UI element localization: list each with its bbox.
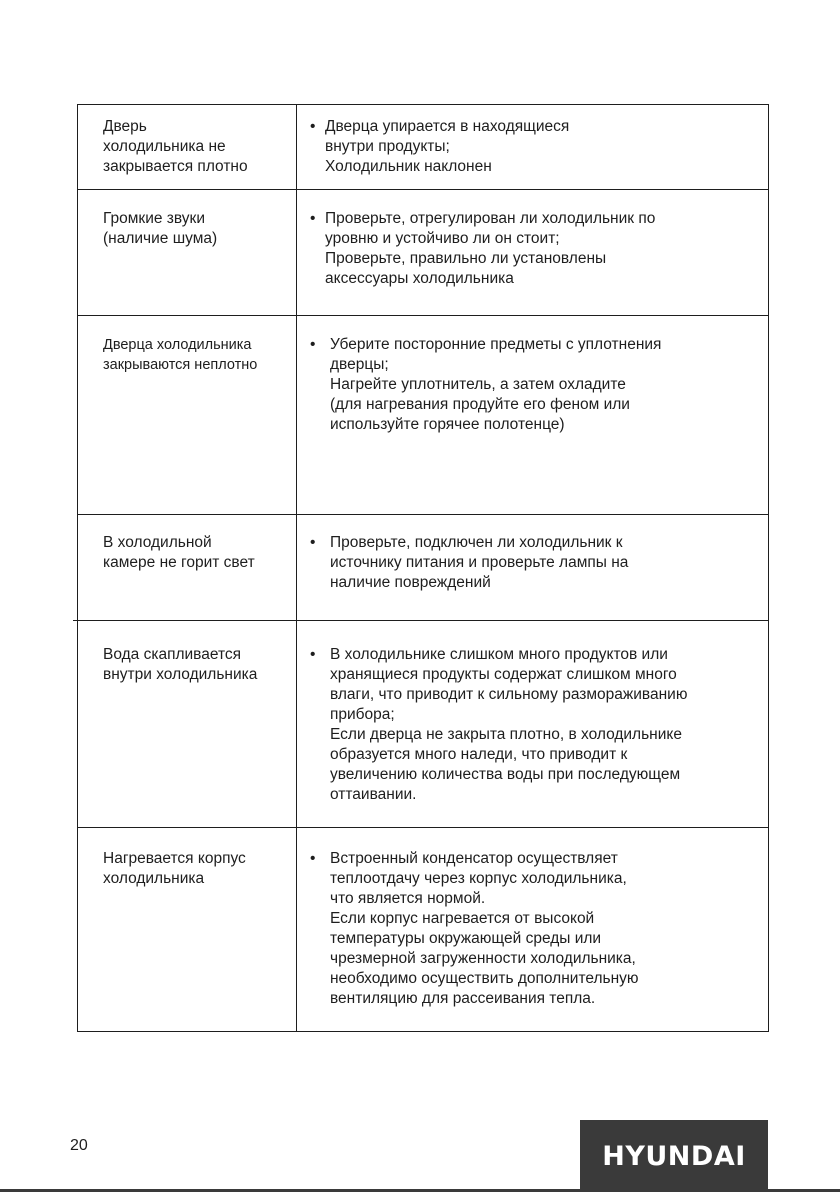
problem-cell: Нагревается корпус холодильника bbox=[103, 850, 246, 887]
bullet: • bbox=[310, 534, 316, 551]
bullet: • bbox=[310, 646, 316, 663]
page-number: 20 bbox=[70, 1137, 88, 1154]
table-row bbox=[78, 621, 768, 828]
solution-text: Встроенный конденсатор осуществляет теплоотдачу через корпус холодильника, что является нормой. Если корпус нагревается от высокой температуры окружающей среды или чрезмерной загруженности холодильника, необходимо осуществить дополнительную вентиляцию для рассеивания тепла. bbox=[330, 850, 639, 1007]
solution-cell bbox=[310, 335, 765, 435]
table-row bbox=[78, 105, 768, 190]
solution-cell bbox=[310, 117, 765, 177]
problem-cell: В холодильной камере не горит свет bbox=[103, 534, 255, 571]
solution-cell bbox=[310, 849, 765, 1009]
solution-text: В холодильнике слишком много продуктов или хранящиеся продукты содержат слишком много влаги, что приводит к сильному размораживанию прибора; Если дверца не закрыта плотно, в холодильнике образуется много наледи, что приводит к увеличению количества воды при последующем оттаивании. bbox=[330, 646, 688, 803]
solution-text: Уберите посторонние предметы с уплотнения дверцы; Нагрейте уплотнитель, а затем охладите (для нагревания продуйте его феном или используйте горячее полотенце) bbox=[330, 336, 662, 433]
problem-cell: Дверь холодильника не закрывается плотно bbox=[103, 118, 248, 175]
solution-cell bbox=[310, 209, 765, 289]
bullet: • bbox=[310, 210, 316, 227]
solution-text: Проверьте, подключен ли холодильник к источнику питания и проверьте лампы на наличие повреждений bbox=[330, 534, 629, 591]
solution-cell bbox=[310, 645, 765, 805]
solution-cell bbox=[310, 533, 765, 593]
row-divider-overhang bbox=[73, 620, 79, 621]
problem-cell: Громкие звуки (наличие шума) bbox=[103, 210, 218, 247]
table-row bbox=[78, 515, 768, 621]
problem-cell: Дверца холодильника закрываются неплотно bbox=[103, 337, 258, 373]
table-row bbox=[78, 316, 768, 515]
solution-text: Проверьте, отрегулирован ли холодильник по уровню и устойчиво ли он стоит; Проверьте, правильно ли установлены аксессуары холодильника bbox=[325, 210, 656, 287]
table-row bbox=[78, 828, 768, 1033]
bullet: • bbox=[310, 850, 316, 867]
bullet: • bbox=[310, 336, 316, 353]
brand-logo: HYUNDAI bbox=[580, 1120, 768, 1192]
problem-cell: Вода скапливается внутри холодильника bbox=[103, 646, 258, 683]
solution-text: Дверца упирается в находящиеся внутри продукты; Холодильник наклонен bbox=[325, 118, 570, 175]
troubleshooting-table bbox=[77, 104, 769, 1032]
table-row bbox=[78, 190, 768, 316]
bullet: • bbox=[310, 118, 316, 135]
